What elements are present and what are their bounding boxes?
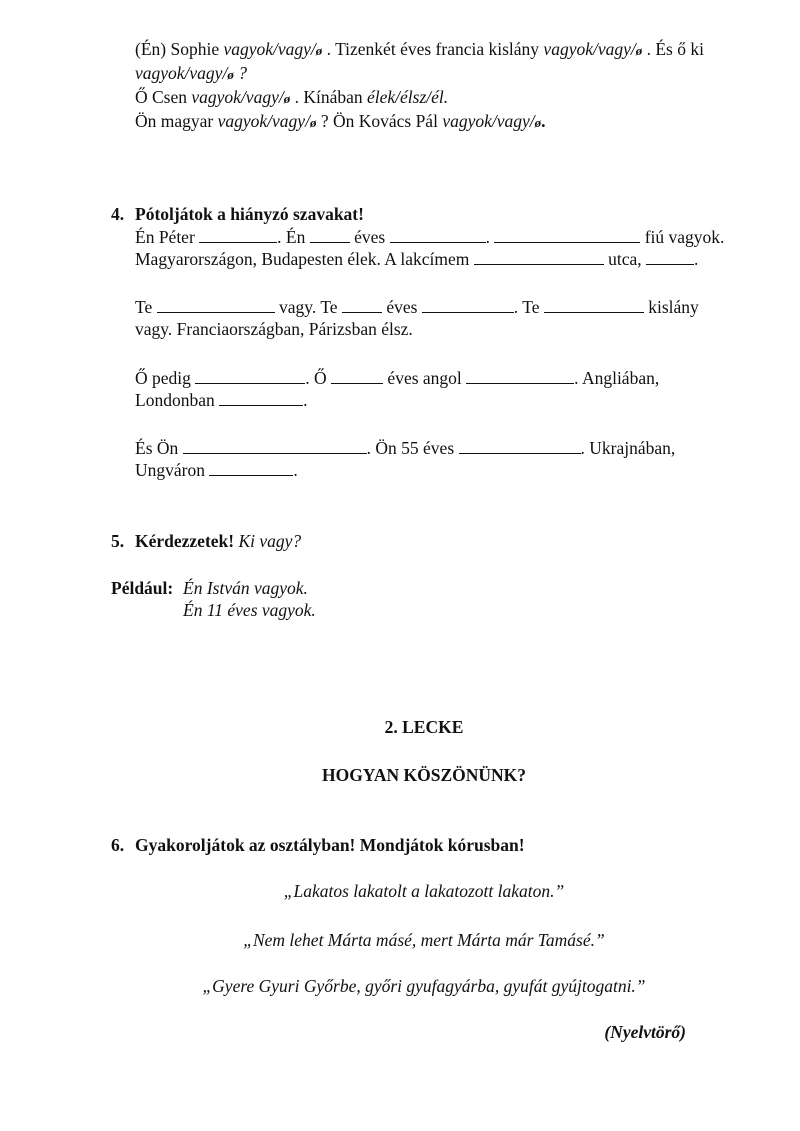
options-text: vagyok/vagy/ bbox=[191, 87, 284, 107]
options-text: vagyok/vagy/ bbox=[543, 39, 636, 59]
top-line-2 bbox=[135, 62, 704, 86]
example-sentences bbox=[183, 577, 316, 621]
text: . Kínában bbox=[290, 87, 367, 107]
null-symbol-icon: ø bbox=[534, 115, 542, 130]
options-text: vagyok/vagy/ bbox=[223, 39, 316, 59]
text: fiú vagyok. bbox=[640, 227, 725, 247]
options-text: vagyok/vagy/ bbox=[217, 111, 310, 131]
lesson-title: HOGYAN KÖSZÖNÜNK? bbox=[321, 765, 527, 785]
fill-blank[interactable] bbox=[219, 391, 303, 406]
options-text: élek/élsz/él. bbox=[367, 87, 449, 107]
exercise-4-paragraph-3 bbox=[135, 367, 659, 411]
exercise-5-heading bbox=[111, 530, 301, 552]
example-label bbox=[111, 577, 173, 599]
text: éves bbox=[349, 227, 390, 247]
text: Ő Csen bbox=[135, 87, 192, 107]
fill-blank[interactable] bbox=[422, 298, 514, 313]
fill-blank[interactable] bbox=[199, 228, 277, 243]
text-line bbox=[135, 226, 724, 248]
source-attribution: (Nyelvtörő) bbox=[604, 1022, 686, 1042]
text: . bbox=[541, 111, 546, 131]
null-symbol-icon: ø bbox=[227, 67, 234, 82]
exercise-4-paragraph-2 bbox=[135, 296, 699, 340]
text-line bbox=[135, 367, 659, 389]
text: . Ukrajnában, bbox=[580, 438, 676, 458]
fill-blank[interactable] bbox=[474, 250, 604, 265]
text: . Én bbox=[277, 227, 310, 247]
fill-blank[interactable] bbox=[209, 461, 293, 476]
example-line-1: Én István vagyok. bbox=[183, 578, 308, 598]
fill-blank[interactable] bbox=[466, 369, 574, 384]
exercise-title: Gyakoroljátok az osztályban! Mondjátok kórusban! bbox=[135, 835, 525, 855]
exercise-question: Ki vagy? bbox=[238, 531, 302, 551]
exercise-4-heading bbox=[111, 203, 364, 225]
lesson-number: 2. LECKE bbox=[384, 717, 464, 737]
text: . bbox=[293, 460, 298, 480]
exercise-title: Pótoljátok a hiányzó szavakat! bbox=[135, 204, 364, 224]
fill-blank[interactable] bbox=[646, 250, 694, 265]
example-line-2: Én 11 éves vagyok. bbox=[183, 600, 316, 620]
text: (Én) Sophie bbox=[135, 39, 224, 59]
top-line-4 bbox=[135, 110, 704, 134]
null-symbol-icon: ø bbox=[283, 91, 291, 106]
tongue-twister-3: „Gyere Gyuri Győrbe, győri gyufagyárba, gyufát gyújtogatni.” bbox=[202, 976, 646, 996]
exercise-title: Kérdezzetek! bbox=[135, 531, 235, 551]
text-line bbox=[135, 248, 724, 270]
text-line bbox=[135, 459, 675, 481]
text: utca, bbox=[603, 249, 647, 269]
text: ? Ön Kovács Pál bbox=[316, 111, 443, 131]
text: . bbox=[485, 227, 495, 247]
fill-blank[interactable] bbox=[331, 369, 383, 384]
text: . Angliában, bbox=[574, 368, 660, 388]
text-line: vagy. Franciaországban, Párizsban élsz. bbox=[135, 319, 413, 339]
text: Ön magyar bbox=[135, 111, 218, 131]
exercise-number: 4. bbox=[111, 204, 125, 224]
tongue-twister-2: „Nem lehet Márta másé, mert Márta már Tamásé.” bbox=[243, 930, 605, 950]
null-symbol-icon: ø bbox=[315, 43, 323, 58]
tongue-twister-1: „Lakatos lakatolt a lakatozott lakaton.” bbox=[283, 881, 565, 901]
text: . Ön 55 éves bbox=[366, 438, 459, 458]
fill-blank[interactable] bbox=[310, 228, 350, 243]
text: És Ön bbox=[135, 438, 183, 458]
exercise-4-paragraph-4 bbox=[135, 437, 675, 481]
text: kislány bbox=[643, 297, 699, 317]
text: . És ő ki bbox=[642, 39, 704, 59]
options-text: vagyok/vagy/ bbox=[135, 63, 228, 83]
text: éves angol bbox=[383, 368, 467, 388]
text: vagy. Te bbox=[274, 297, 342, 317]
text: . Ő bbox=[305, 368, 332, 388]
fill-blank[interactable] bbox=[195, 369, 305, 384]
text: . Te bbox=[513, 297, 544, 317]
text: éves bbox=[381, 297, 422, 317]
fill-blank[interactable] bbox=[157, 298, 275, 313]
fill-blank[interactable] bbox=[390, 228, 486, 243]
fill-blank[interactable] bbox=[342, 298, 382, 313]
exercise-number: 5. bbox=[111, 531, 125, 551]
fill-blank[interactable] bbox=[494, 228, 640, 243]
text: Magyarországon, Budapesten élek. A lakcímem bbox=[135, 249, 474, 269]
text: ? bbox=[233, 63, 247, 83]
text-line bbox=[135, 389, 659, 411]
fill-blank[interactable] bbox=[459, 439, 581, 454]
text: Én Péter bbox=[135, 227, 200, 247]
exercise-number: 6. bbox=[111, 835, 125, 855]
exercise-4-paragraph-1 bbox=[135, 226, 724, 270]
null-symbol-icon: ø bbox=[635, 43, 643, 58]
text: . Tizenkét éves francia kislány bbox=[322, 39, 544, 59]
text: Ungváron bbox=[135, 460, 210, 480]
options-text: vagyok/vagy/ bbox=[442, 111, 535, 131]
text: Te bbox=[135, 297, 157, 317]
text: Londonban bbox=[135, 390, 220, 410]
fill-blank[interactable] bbox=[544, 298, 644, 313]
fill-blank[interactable] bbox=[183, 439, 367, 454]
text: . bbox=[694, 249, 699, 269]
label: Például: bbox=[111, 578, 174, 598]
top-block bbox=[135, 38, 704, 134]
exercise-6-heading bbox=[111, 834, 525, 856]
top-line-3 bbox=[135, 86, 704, 110]
top-line-1 bbox=[135, 38, 704, 62]
text-line bbox=[135, 296, 699, 318]
text-line bbox=[135, 437, 675, 459]
text: Ő pedig bbox=[135, 368, 196, 388]
text: . bbox=[303, 390, 308, 410]
null-symbol-icon: ø bbox=[309, 115, 317, 130]
